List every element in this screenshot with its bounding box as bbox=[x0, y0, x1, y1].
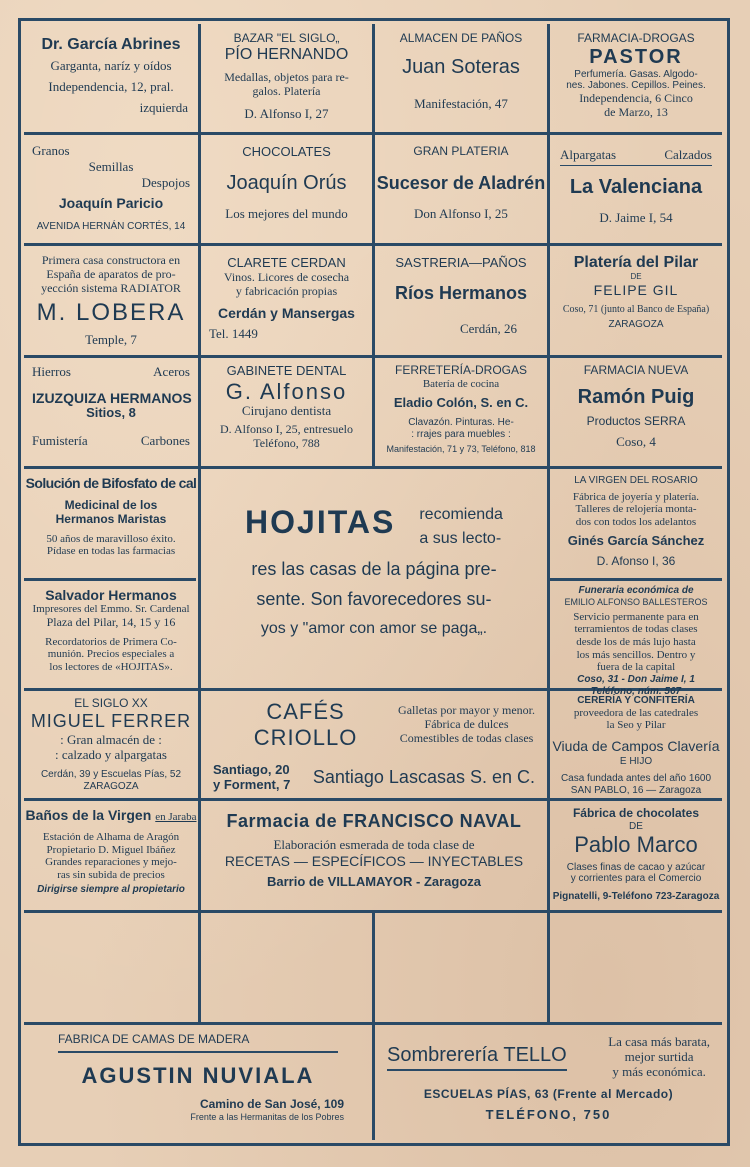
ad-line: Recordatorios de Primera Co- bbox=[45, 635, 177, 648]
ad-aladren bbox=[375, 137, 547, 243]
ad-line: Cirujano dentista bbox=[241, 403, 332, 419]
ad-address: Coso, 71 (junto al Banco de España) bbox=[562, 303, 710, 315]
ad-name: EMILIO ALFONSO BALLESTEROS bbox=[564, 596, 708, 607]
ad-line: Servicio permanente para en bbox=[573, 610, 699, 623]
ad-line: desde los de más lujo hasta bbox=[576, 636, 696, 649]
ad-line: Los mejores del mundo bbox=[225, 205, 348, 221]
ad-line: Independencia, 12, pral. bbox=[48, 79, 174, 95]
ad-line: Fábrica de dulces bbox=[424, 717, 509, 732]
ad-name: Baños de la Virgen bbox=[25, 807, 152, 823]
ad-address: D. Afonso I, 36 bbox=[596, 554, 676, 569]
ad-line: mejor surtida bbox=[624, 1048, 694, 1064]
ad-line: Aceros bbox=[153, 364, 190, 379]
ad-title: GRAN PLATERIA bbox=[413, 144, 509, 158]
ad-line: Despojos bbox=[141, 175, 190, 190]
ad-hojitas bbox=[201, 470, 547, 688]
ad-line: Alpargatas bbox=[560, 147, 617, 162]
ad-name: IZUZQUIZA HERMANOS bbox=[32, 390, 192, 406]
ad-name: Joaquín Orús bbox=[226, 171, 347, 194]
ad-name: Cerdán y Mansergas bbox=[218, 304, 355, 321]
ad-m-lobera bbox=[24, 248, 198, 355]
ad-line: : calzado y alpargatas bbox=[54, 747, 167, 763]
ad-line: Medallas, objetos para re- bbox=[224, 70, 349, 85]
ad-line: Propietario D. Miguel Ibáñez bbox=[46, 843, 176, 856]
ad-line: y corrientes para el Comercio bbox=[570, 873, 702, 885]
ad-title: FABRICA DE CAMAS DE MADERA bbox=[58, 1032, 250, 1046]
ad-garcia-abrines bbox=[24, 26, 198, 132]
ad-address: D. Alfonso I, 25, entresuelo bbox=[220, 422, 353, 437]
ad-line: Batería de cocina bbox=[422, 377, 500, 390]
ad-name: Viuda de Campos Clavería bbox=[552, 737, 720, 754]
ad-name: Sombrerería TELLO bbox=[387, 1044, 567, 1071]
ad-sombrereria-tello bbox=[375, 1027, 722, 1140]
ad-line: res las casas de la página pre- bbox=[251, 558, 497, 579]
ad-address: Pignatelli, 9-Teléfono 723-Zaragoza bbox=[552, 890, 720, 902]
ad-line: : rrajes para muebles : bbox=[411, 428, 511, 440]
ad-line: Clases finas de cacao y azúcar bbox=[566, 861, 706, 873]
ad-line: Vinos. Licores de cosecha bbox=[223, 269, 350, 284]
ad-la-valenciana bbox=[550, 137, 722, 243]
ad-line: dos con todos los adelantos bbox=[575, 515, 697, 528]
ad-line: Frente a las Hermanitas de los Pobres bbox=[190, 1111, 344, 1122]
ad-name: Ríos Hermanos bbox=[394, 282, 528, 303]
ad-name: Juan Soteras bbox=[402, 55, 520, 78]
ad-line: Talleres de relojería monta- bbox=[575, 503, 697, 516]
ad-line: RECETAS — ESPECÍFICOS — INYECTABLES bbox=[224, 852, 524, 869]
ad-name: PÍO HERNANDO bbox=[224, 45, 349, 63]
ad-name: Farmacia de FRANCISCO NAVAL bbox=[226, 811, 522, 831]
ad-address: Manifestación, 71 y 73, Teléfono, 818 bbox=[386, 444, 536, 455]
ad-pablo-marco bbox=[550, 803, 722, 910]
ad-miguel-ferrer bbox=[24, 693, 198, 798]
ad-address: D. Alfonso I, 27 bbox=[244, 105, 329, 121]
ad-address: Manifestación, 47 bbox=[414, 95, 508, 111]
ad-address: D. Jaime I, 54 bbox=[599, 210, 673, 225]
rule bbox=[24, 798, 722, 801]
ad-address: Sitios, 8 bbox=[86, 405, 136, 421]
ad-line: Clavazón. Pinturas. He- bbox=[408, 417, 514, 429]
ad-name: MIGUEL FERRER bbox=[30, 710, 192, 731]
ad-phone: Teléfono, 788 bbox=[253, 435, 320, 450]
ad-line: los más sencillos. Dentro y bbox=[576, 648, 696, 661]
ad-line: recomienda bbox=[419, 506, 503, 523]
ad-line: Garganta, naríz y oídos bbox=[50, 58, 172, 74]
ad-line: La casa más barata, bbox=[608, 1034, 710, 1049]
ad-line: Estación de Alhama de Aragón bbox=[42, 831, 180, 843]
ad-line: Productos SERRA bbox=[586, 413, 686, 428]
ad-line: munión. Precios especiales a bbox=[47, 648, 175, 661]
ad-campos-claveria bbox=[550, 693, 722, 798]
ad-rios-hermanos bbox=[375, 248, 547, 355]
ad-address: Santiago, 20 bbox=[213, 762, 290, 777]
ad-line: Elaboración esmerada de toda clase de bbox=[273, 836, 475, 852]
ad-address: Cerdán, 39 y Escuelas Pías, 52 bbox=[40, 769, 182, 781]
ad-phone: Teléfono, núm. 567 bbox=[590, 685, 682, 697]
ad-title: SASTRERIA—PAÑOS bbox=[395, 255, 527, 270]
ad-address: y Forment, 7 bbox=[213, 776, 291, 792]
ad-line: DE bbox=[629, 820, 643, 832]
ad-title: BAZAR "EL SIGLO„ bbox=[233, 31, 340, 45]
ad-title: Platería del Pilar bbox=[573, 254, 699, 271]
ad-eladio-colon bbox=[375, 360, 547, 466]
ad-city: ZARAGOZA bbox=[83, 780, 139, 792]
ad-line: proveedora de las catedrales bbox=[573, 706, 699, 719]
ad-line: Fumistería bbox=[32, 433, 88, 449]
ad-line: Medicinal de los bbox=[64, 498, 158, 513]
ad-name: La Valenciana bbox=[569, 176, 703, 198]
ad-owner: Santiago Lascasas S. en C. bbox=[312, 767, 535, 788]
ad-name: Joaquín Paricio bbox=[58, 195, 164, 211]
ad-line: a sus lecto- bbox=[419, 530, 502, 548]
ad-name: Sucesor de Aladrén bbox=[376, 172, 546, 193]
ad-address: Temple, 7 bbox=[85, 331, 137, 347]
ad-name: FELIPE GIL bbox=[593, 281, 679, 298]
ad-name: G. Alfonso bbox=[225, 378, 348, 404]
ad-joaquin-paricio bbox=[24, 137, 198, 243]
ad-ramon-puig bbox=[550, 360, 722, 466]
ad-name: M. LOBERA bbox=[36, 299, 186, 327]
ad-title: CLARETE CERDAN bbox=[227, 255, 346, 270]
ad-juan-soteras bbox=[375, 26, 547, 132]
ad-line: nes. Jabones. Cepillos. Peines. bbox=[566, 80, 706, 92]
ad-pio-hernando bbox=[201, 26, 372, 132]
rule bbox=[372, 910, 375, 1022]
ad-banos-virgen bbox=[24, 803, 198, 910]
ad-name: AGUSTIN NUVIALA bbox=[81, 1062, 315, 1088]
ad-line: Hermanos Maristas bbox=[55, 511, 167, 526]
ad-line: y más económica. bbox=[612, 1063, 706, 1079]
ad-line: y fabricación propias bbox=[235, 283, 338, 298]
ad-line: la Seo y Pilar bbox=[606, 719, 666, 732]
ad-name: PASTOR bbox=[589, 45, 683, 68]
ad-address: SAN PABLO, 16 — Zaragoza bbox=[570, 784, 702, 796]
ad-line: ras sin subida de precios bbox=[57, 868, 165, 881]
ad-line: DE bbox=[630, 272, 642, 282]
ad-name: Eladio Colón, S. en C. bbox=[393, 395, 529, 411]
ad-name: Salvador Hermanos bbox=[45, 587, 177, 603]
ad-title: FERRETERÍA-DROGAS bbox=[394, 363, 527, 377]
ad-address: Cerdán, 26 bbox=[459, 320, 517, 336]
ad-francisco-naval bbox=[201, 803, 547, 910]
ad-line: Carbones bbox=[140, 433, 190, 449]
ad-title: GABINETE DENTAL bbox=[226, 363, 347, 378]
ad-line: Semillas bbox=[88, 159, 134, 174]
ad-line: izquierda bbox=[139, 100, 188, 116]
ad-line: Hierros bbox=[32, 364, 71, 379]
ad-line: Grandes reparaciones y mejo- bbox=[45, 856, 177, 869]
ad-joaquin-orus bbox=[201, 137, 372, 243]
ad-clarete-cerdan bbox=[201, 248, 372, 355]
ad-line: 50 años de maravilloso éxito. bbox=[46, 532, 176, 545]
ad-line: yos y "amor con amor se paga„. bbox=[260, 620, 488, 638]
ad-line: galos. Platería bbox=[252, 83, 321, 98]
ad-name: Ramón Puig bbox=[577, 385, 695, 408]
ad-address: Coso, 31 - Don Jaime I, 1 bbox=[577, 674, 695, 686]
ad-address: Barrio de VILLAMAYOR - Zaragoza bbox=[266, 873, 482, 889]
rule bbox=[548, 578, 722, 581]
rule bbox=[24, 578, 196, 581]
ad-virgen-rosario bbox=[550, 471, 722, 578]
ad-agustin-nuviala bbox=[24, 1027, 372, 1140]
ad-title: ALMACEN DE PAÑOS bbox=[399, 31, 523, 45]
ad-line: Perfumería. Gasas. Algodo- bbox=[574, 68, 698, 80]
ad-line: España de aparatos de pro- bbox=[46, 266, 176, 281]
ad-line: Casa fundada antes del año 1600 bbox=[560, 773, 712, 785]
ad-name: Dr. García Abrines bbox=[41, 36, 181, 53]
ad-line: Impresores del Emmo. Sr. Cardenal bbox=[32, 603, 190, 616]
ad-name: Ginés García Sánchez bbox=[567, 533, 705, 549]
ad-line: Pídase en todas las farmacias bbox=[46, 545, 176, 558]
ad-name: CAFÉS CRIOLLO bbox=[253, 699, 358, 750]
ad-line: en Jaraba bbox=[155, 811, 197, 823]
ad-title: LA VIRGEN DEL ROSARIO bbox=[574, 475, 698, 486]
ad-salvador-hermanos bbox=[24, 583, 198, 688]
ad-name: Solución de Bifosfato de cal bbox=[25, 475, 197, 491]
ad-title: CHOCOLATES bbox=[242, 144, 331, 159]
ad-line: : Gran almacén de : bbox=[60, 732, 162, 748]
ad-title: Funeraria económica de bbox=[578, 585, 694, 596]
ad-felipe-gil bbox=[550, 248, 722, 355]
ad-farmacia-pastor bbox=[550, 26, 722, 132]
ad-bifosfato bbox=[24, 471, 198, 578]
ad-funeraria bbox=[550, 583, 722, 697]
ad-address: Plaza del Pilar, 14, 15 y 16 bbox=[46, 614, 176, 629]
ad-line: Dirigirse siempre al propietario bbox=[37, 883, 185, 895]
hojitas-title: HOJITAS bbox=[245, 504, 396, 540]
ad-line: Primera casa constructora en bbox=[41, 253, 181, 267]
ad-line: los lectores de «HOJITAS». bbox=[49, 660, 173, 673]
ad-cafes-criollo bbox=[201, 693, 547, 798]
ad-line: Granos bbox=[32, 143, 70, 158]
ad-line: de Marzo, 13 bbox=[604, 104, 668, 119]
rule bbox=[24, 466, 722, 469]
ad-line: fuera de la capital bbox=[596, 661, 676, 674]
ad-g-alfonso bbox=[201, 360, 372, 466]
ad-address: Camino de San José, 109 bbox=[199, 1097, 344, 1112]
ad-line: Calzados bbox=[664, 147, 712, 162]
ad-line: yección sistema RADIATOR bbox=[41, 280, 181, 295]
ad-address: Don Alfonso I, 25 bbox=[414, 206, 508, 222]
ad-line: Galletas por mayor y menor. bbox=[398, 703, 535, 718]
ad-title: EL SIGLO XX bbox=[74, 696, 148, 710]
ad-city: ZARAGOZA bbox=[608, 319, 664, 331]
ad-name: Pablo Marco bbox=[574, 832, 698, 858]
ad-title: FARMACIA NUEVA bbox=[583, 363, 689, 377]
ad-line: Fábrica de joyería y platería. bbox=[572, 490, 700, 503]
ad-line: Independencia, 6 Cinco bbox=[579, 90, 693, 105]
ad-line: E HIJO bbox=[619, 755, 653, 767]
ad-title: FARMACIA-DROGAS bbox=[577, 31, 695, 45]
ad-title: CERERÍA Y CONFITERÍA bbox=[577, 695, 695, 706]
ad-address: ESCUELAS PÍAS, 63 (Frente al Mercado) bbox=[423, 1086, 674, 1101]
ad-line: Comestibles de todas clases bbox=[399, 730, 534, 745]
ad-line: sente. Son favorecedores su- bbox=[256, 589, 492, 610]
ad-phone: TELÉFONO, 750 bbox=[485, 1106, 612, 1122]
ad-address: Coso, 4 bbox=[616, 433, 656, 449]
ad-address: AVENIDA HERNÁN CORTÉS, 14 bbox=[36, 221, 186, 233]
ad-title: Fábrica de chocolates bbox=[572, 806, 700, 820]
ad-line: terramientos de todas clases bbox=[574, 623, 698, 636]
ad-izuzquiza bbox=[24, 360, 198, 466]
ad-phone: Tel. 1449 bbox=[209, 325, 258, 341]
